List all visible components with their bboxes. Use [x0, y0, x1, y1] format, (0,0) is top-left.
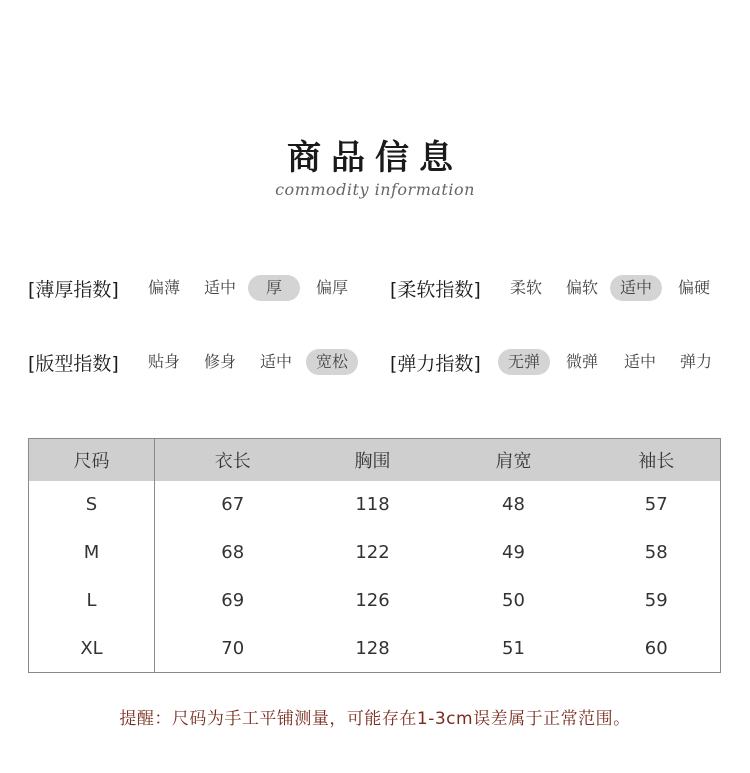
- table-cell: 48: [502, 494, 525, 516]
- thickness-option: 偏薄: [147, 278, 180, 297]
- table-cell: 69: [221, 589, 245, 611]
- elasticity-option: 无弹: [498, 349, 550, 375]
- softness-index-row: [390, 274, 714, 302]
- size-table: [28, 438, 721, 673]
- table-cell: 59: [644, 589, 668, 611]
- table-cell: 58: [644, 542, 668, 564]
- elasticity-index-label: [弹力指数]: [390, 352, 481, 375]
- elasticity-option: 微弹: [565, 352, 598, 371]
- thickness-index-label: [薄厚指数]: [28, 278, 119, 301]
- elasticity-option: 适中: [623, 352, 656, 371]
- fit-option: 宽松: [306, 349, 358, 375]
- table-cell: 57: [644, 494, 668, 516]
- table-cell: 126: [355, 589, 390, 611]
- table-row: [29, 481, 721, 529]
- table-cell: 118: [355, 494, 390, 516]
- table-cell: 68: [221, 542, 245, 564]
- shoulder-column-header: 肩宽: [435, 439, 593, 482]
- table-cell: 60: [644, 637, 668, 659]
- table-cell: 70: [221, 637, 245, 659]
- softness-option: 偏硬: [677, 278, 710, 297]
- softness-option: 柔软: [509, 278, 542, 297]
- softness-option: 适中: [610, 275, 662, 301]
- length-column-header: 衣长: [155, 439, 311, 482]
- fit-index-label: [版型指数]: [28, 352, 119, 375]
- softness-index-label: [柔软指数]: [390, 278, 481, 301]
- table-row: [29, 624, 721, 672]
- table-row: [29, 529, 721, 577]
- thickness-option: 厚: [248, 275, 300, 301]
- table-cell: 122: [355, 542, 390, 564]
- table-row: [29, 576, 721, 624]
- elasticity-index-row: [390, 348, 716, 376]
- table-cell: 49: [502, 542, 525, 564]
- table-cell: 67: [221, 494, 245, 516]
- thickness-option: 适中: [203, 278, 236, 297]
- fit-option: 修身: [203, 352, 236, 371]
- fit-option: 适中: [259, 352, 292, 371]
- table-cell: 50: [502, 589, 525, 611]
- softness-option: 偏软: [565, 278, 598, 297]
- table-cell: XL: [29, 624, 155, 672]
- elasticity-option: 弹力: [679, 352, 712, 371]
- table-cell: L: [29, 576, 155, 624]
- table-cell: 51: [502, 637, 525, 659]
- thickness-index-row: [28, 274, 352, 302]
- fit-index-row: [28, 348, 358, 376]
- size-column-header: 尺码: [29, 439, 155, 482]
- thickness-option: 偏厚: [315, 278, 348, 297]
- page-subtitle: commodity information: [275, 180, 475, 199]
- table-cell: S: [29, 481, 155, 529]
- fit-option: 贴身: [147, 352, 180, 371]
- table-cell: M: [29, 529, 155, 577]
- page-title: 商品信息: [287, 138, 463, 178]
- measurement-note: 提醒：尺码为手工平铺测量，可能存在1-3cm误差属于正常范围。: [119, 709, 631, 729]
- table-cell: 128: [355, 637, 390, 659]
- size-table-header-row: [29, 439, 721, 482]
- sleeve-column-header: 袖长: [593, 439, 721, 482]
- chest-column-header: 胸围: [311, 439, 435, 482]
